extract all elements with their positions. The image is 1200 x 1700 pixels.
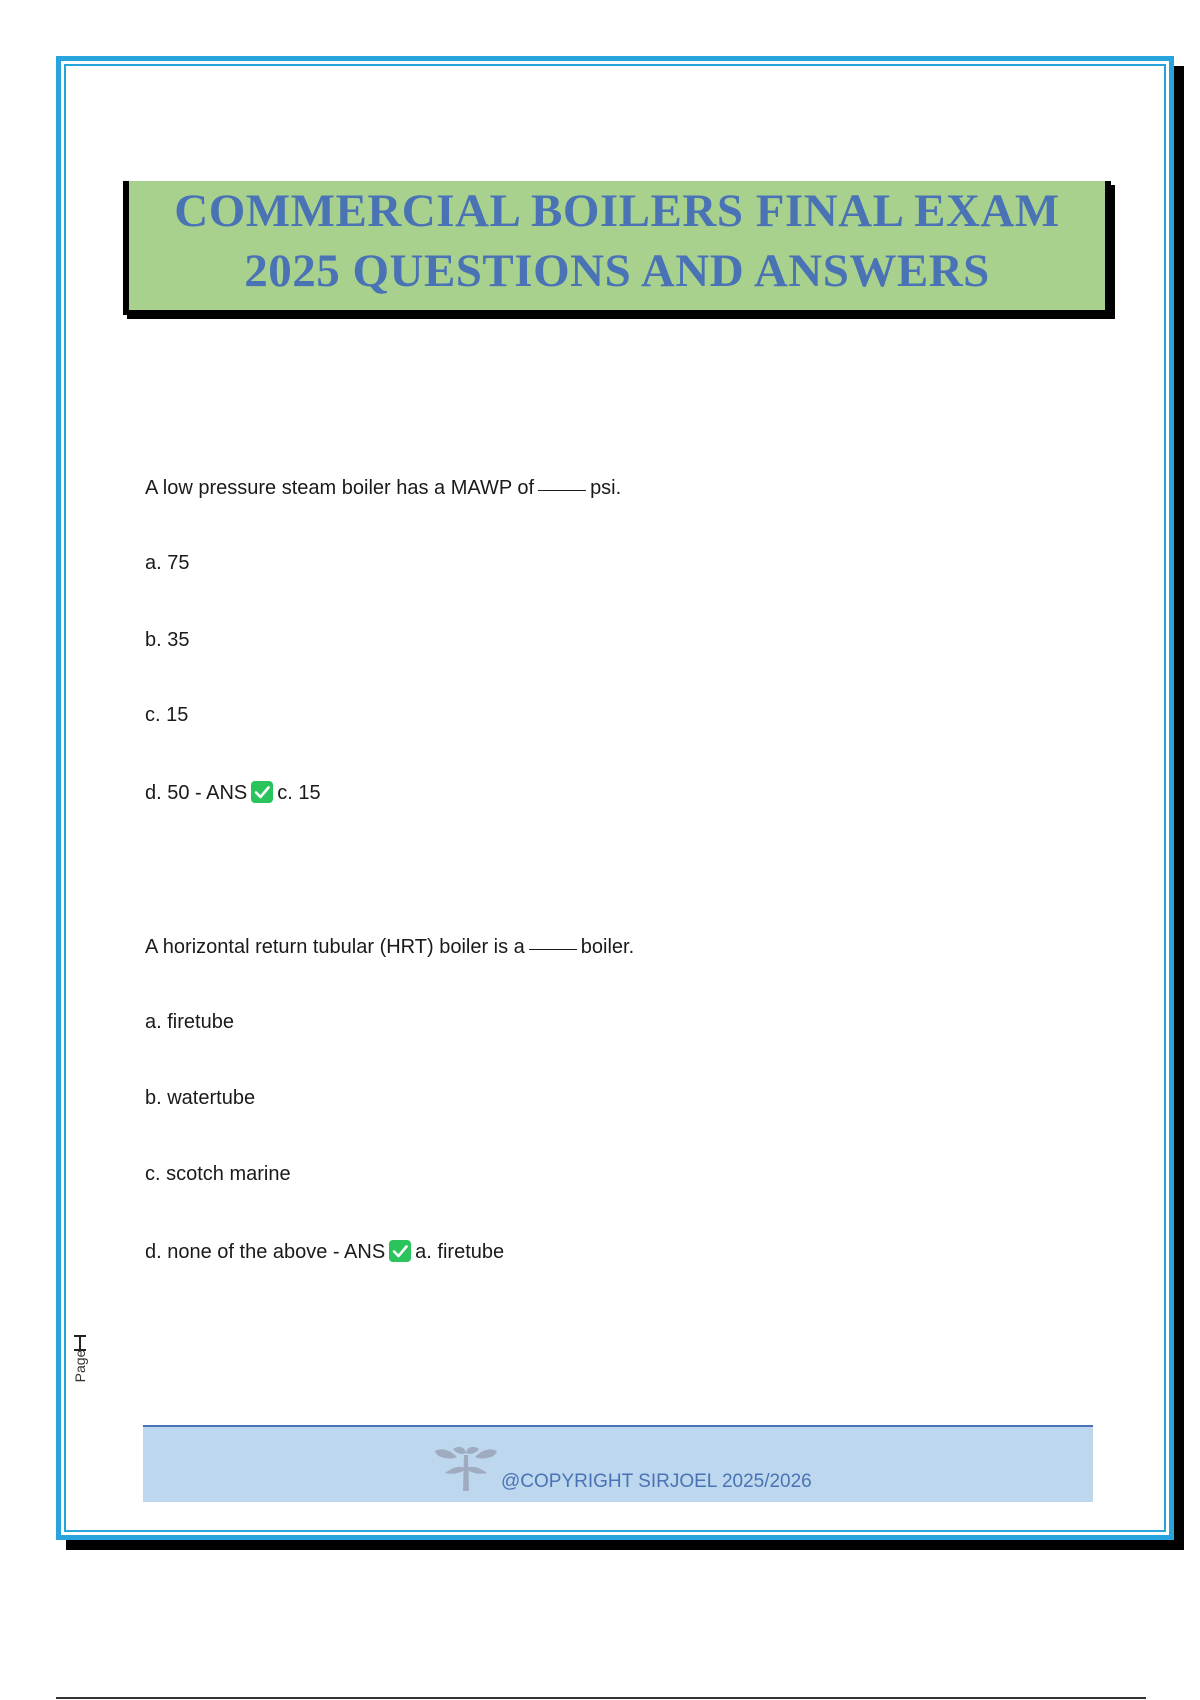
- question-1-answer: c. 15: [277, 782, 321, 804]
- title-line-2: 2025 QUESTIONS AND ANSWERS: [244, 245, 990, 297]
- page-label-text: Page: [72, 1349, 88, 1383]
- question-1-option-a: a. 75: [145, 552, 190, 574]
- question-2-answer: a. firetube: [415, 1241, 505, 1263]
- question-1-option-d: [145, 781, 321, 805]
- question-2-stem-after: boiler.: [580, 936, 635, 958]
- question-2-option-b: b. watertube: [145, 1087, 256, 1109]
- checkmark-icon: [389, 1240, 411, 1262]
- question-2-stem-before: A horizontal return tubular (HRT) boiler is a: [145, 936, 525, 958]
- question-1-stem-after: psi.: [590, 477, 622, 499]
- question-2-stem: [145, 935, 634, 959]
- question-1-option-c: c. 15: [145, 704, 189, 726]
- question-1-option-b: b. 35: [145, 629, 190, 651]
- title-banner: [123, 181, 1111, 315]
- question-2-option-d-text: d. none of the above - ANS: [145, 1241, 386, 1263]
- question-2-option-a: a. firetube: [145, 1011, 234, 1033]
- question-2-option-c: c. scotch marine: [145, 1163, 291, 1185]
- copyright-text: @COPYRIGHT SIRJOEL 2025/2026: [501, 1471, 812, 1492]
- question-2-blank: [529, 949, 577, 950]
- question-1-option-d-text: d. 50 - ANS: [145, 782, 248, 804]
- question-1-stem: [145, 476, 621, 500]
- question-1-stem-before: A low pressure steam boiler has a MAWP of: [145, 477, 535, 499]
- bottom-divider: [56, 1697, 1146, 1699]
- footer-band: [143, 1425, 1093, 1502]
- page-number-label: [68, 1334, 90, 1394]
- question-2-option-d: [145, 1240, 504, 1264]
- checkmark-icon: [251, 781, 273, 803]
- tree-logo-icon: [431, 1445, 501, 1493]
- title-line-1: COMMERCIAL BOILERS FINAL EXAM: [174, 185, 1060, 237]
- question-1-blank: [538, 490, 586, 491]
